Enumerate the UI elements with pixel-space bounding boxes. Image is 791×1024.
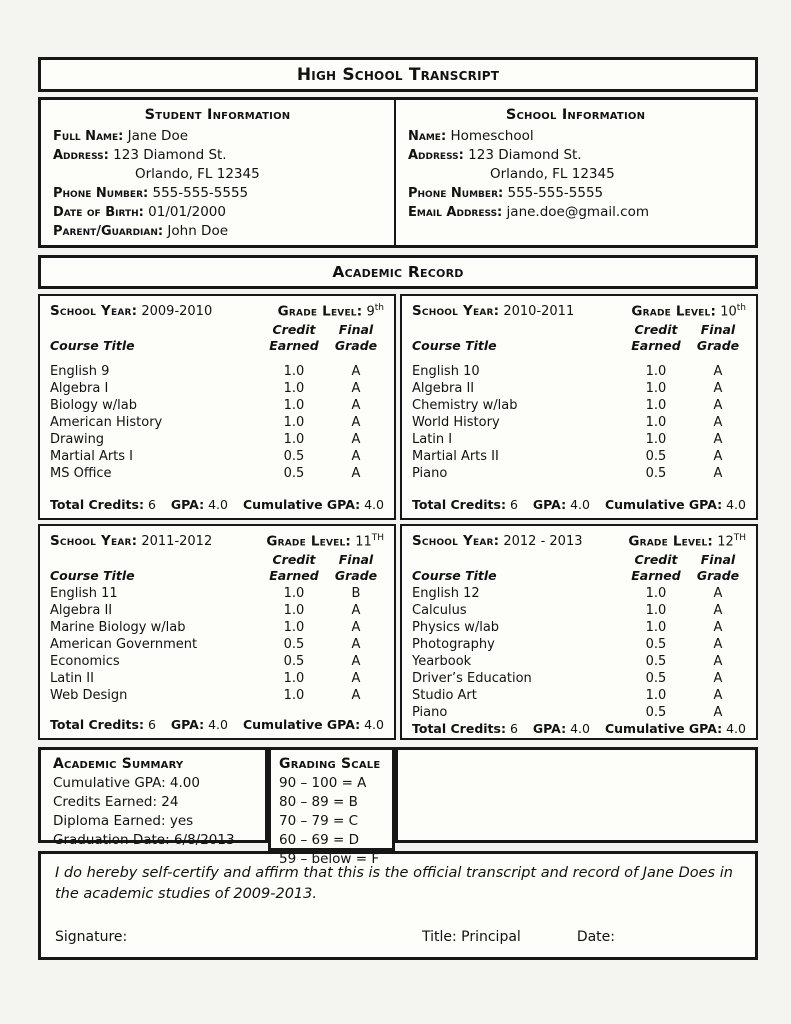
- course-row: Calculus 1.0 A: [412, 603, 723, 619]
- course-row: Drawing 1.0 A: [50, 432, 361, 448]
- dob-label: Date of Birth:: [53, 205, 144, 220]
- student-full-name-row: [53, 127, 382, 146]
- academic-summary-panel: [38, 747, 268, 848]
- page-title: High School Transcript: [296, 64, 500, 85]
- course-row: Algebra II 1.0 A: [50, 603, 361, 619]
- scale-c: 70 – 79 = C: [279, 813, 359, 829]
- student-phone-row: [53, 184, 382, 203]
- summary-section: [38, 747, 758, 867]
- school-phone-row: [408, 184, 743, 203]
- address-value: 123 Diamond St.: [113, 147, 227, 163]
- course-row: Piano 0.5 A: [412, 466, 723, 482]
- course-row: American History 1.0 A: [50, 415, 361, 431]
- credit-header-line1: Credit: [272, 322, 316, 338]
- school-email-value: jane.doe@gmail.com: [506, 204, 649, 220]
- academic-summary-header: Academic Summary: [53, 756, 184, 772]
- term2-column-headers: Credit Final Course Title Earned Grade: [50, 552, 378, 584]
- course-row: English 12 1.0 A: [412, 586, 723, 602]
- course-row: Piano 0.5 A: [412, 705, 723, 721]
- course-row: English 9 1.0 A: [50, 364, 361, 380]
- guardian-value: John Doe: [167, 223, 229, 239]
- credit-header-line2: Earned: [269, 338, 319, 354]
- term0-header: [50, 303, 384, 319]
- term0-column-headers: [50, 322, 384, 354]
- school-name-value: Homeschool: [450, 128, 534, 144]
- course-row: Algebra I 1.0 A: [50, 381, 361, 397]
- school-name-row: [408, 127, 743, 146]
- course-row: Martial Arts II 0.5 A: [412, 449, 723, 465]
- guardian-label: Parent/Guardian:: [53, 224, 164, 239]
- school-email-label: Email Address:: [408, 205, 503, 220]
- term0-course-list: [50, 363, 384, 482]
- school-phone-value: 555-555-5555: [507, 185, 604, 201]
- course-row: Photography 0.5 A: [412, 637, 723, 653]
- title-value: Principal: [461, 929, 521, 945]
- student-guardian-row: [53, 222, 382, 241]
- full-name-label: Full Name:: [53, 129, 124, 144]
- school-address-value: 123 Diamond St.: [468, 147, 582, 163]
- phone-label: Phone Number:: [53, 186, 149, 201]
- grade-level-suffix: th: [736, 303, 746, 313]
- course-row: Marine Biology w/lab 1.0 A: [50, 620, 361, 636]
- school-phone-label: Phone Number:: [408, 186, 504, 201]
- student-dob-row: [53, 203, 382, 222]
- course-row: Driver’s Education 0.5 A: [412, 671, 723, 687]
- final-header-line2: Grade: [334, 338, 378, 354]
- school-year-label: School Year:: [412, 303, 500, 320]
- term2-course-list: [50, 585, 384, 704]
- school-information-panel: [396, 100, 755, 245]
- academic-record-grid: [38, 294, 758, 740]
- school-year-value: 2009-2010: [141, 304, 213, 320]
- term-2012-2013: [400, 524, 758, 740]
- course-row: Economics 0.5 A: [50, 654, 361, 670]
- summary-graduation-date: Graduation Date: 6/8/2013: [53, 832, 235, 848]
- course-row: English 11 1.0 B: [50, 586, 361, 602]
- course-row: Martial Arts I 0.5 A: [50, 449, 361, 465]
- course-row: Latin I 1.0 A: [412, 432, 723, 448]
- summary-diploma-earned: Diploma Earned: yes: [53, 813, 194, 829]
- term3-header: School Year: 2012 - 2013 Grade Level: 12TH: [412, 533, 746, 550]
- address-label: Address:: [53, 148, 109, 163]
- course-row: American Government 0.5 A: [50, 637, 361, 653]
- grade-level-value: 9: [366, 304, 375, 320]
- scale-b: 80 – 89 = B: [279, 794, 358, 810]
- summary-credits-earned: Credits Earned: 24: [53, 794, 179, 810]
- course-row: Algebra II 1.0 A: [412, 381, 723, 397]
- grade-level-suffix: th: [374, 303, 384, 313]
- student-info-header: Student Information: [144, 107, 291, 123]
- grade-level-label: Grade Level:: [277, 303, 363, 320]
- document-title-box: [38, 57, 758, 92]
- school-year-value: 2010-2011: [503, 304, 575, 320]
- term1-totals: Total Credits: 6 GPA: 4.0 Cumulative GPA: 4.0: [412, 497, 746, 512]
- certification-statement: I do hereby self-certify and affirm that this is the official transcript and record of Jane Does in the academic studies of 2009-2013.: [55, 865, 733, 902]
- title-label: Title:: [421, 929, 457, 945]
- course-row: Yearbook 0.5 A: [412, 654, 723, 670]
- academic-record-banner: [38, 255, 758, 289]
- course-row: Physics w/lab 1.0 A: [412, 620, 723, 636]
- school-address-line2: Orlando, FL 12345: [490, 166, 615, 182]
- school-name-label: Name:: [408, 129, 447, 144]
- course-row: English 10 1.0 A: [412, 364, 723, 380]
- course-row: Studio Art 1.0 A: [412, 688, 723, 704]
- term1-header: [412, 303, 746, 319]
- dob-value: 01/01/2000: [148, 204, 226, 220]
- scale-d: 60 – 69 = D: [279, 832, 359, 848]
- grade-level-value: 10: [720, 304, 737, 320]
- info-section: [38, 97, 758, 248]
- course-row: Chemistry w/lab 1.0 A: [412, 398, 723, 414]
- school-email-row: [408, 203, 743, 222]
- term2-totals: Total Credits: 6 GPA: 4.0 Cumulative GPA: 4.0: [50, 717, 384, 732]
- final-header-line1: Final: [338, 322, 374, 338]
- academic-record-title: Academic Record: [332, 263, 464, 281]
- school-address-label: Address:: [408, 148, 464, 163]
- grading-scale-header: Grading Scale: [279, 756, 381, 772]
- summary-empty-cell: [395, 747, 758, 843]
- term3-totals: Total Credits: 6 GPA: 4.0 Cumulative GPA: 4.0: [412, 721, 746, 737]
- transcript-document: [38, 57, 758, 960]
- scale-a: 90 – 100 = A: [279, 775, 367, 791]
- course-row: Web Design 1.0 A: [50, 688, 361, 704]
- certification-section: [38, 851, 758, 960]
- term1-course-list: [412, 363, 746, 482]
- student-information-panel: [41, 100, 396, 245]
- address-line2: Orlando, FL 12345: [135, 166, 260, 182]
- course-row: Latin II 1.0 A: [50, 671, 361, 687]
- term1-column-headers: Credit Final Course Title Earned Grade: [412, 322, 740, 354]
- date-label: Date:: [576, 929, 615, 945]
- school-year-label: School Year:: [50, 303, 138, 320]
- term3-course-list: [412, 585, 746, 721]
- term2-header: School Year: 2011-2012 Grade Level: 11TH: [50, 533, 384, 550]
- grade-level-label: Grade Level:: [631, 303, 717, 320]
- phone-value: 555-555-5555: [152, 185, 249, 201]
- term-2011-2012: [38, 524, 396, 740]
- term-2010-2011: [400, 294, 758, 520]
- course-row: Biology w/lab 1.0 A: [50, 398, 361, 414]
- summary-cumulative-gpa: Cumulative GPA: 4.00: [53, 775, 200, 791]
- term-2009-2010: [38, 294, 396, 520]
- course-row: World History 1.0 A: [412, 415, 723, 431]
- school-address-row: [408, 146, 743, 184]
- signature-label: Signature:: [55, 929, 128, 945]
- term3-column-headers: Credit Final Course Title Earned Grade: [412, 552, 740, 584]
- course-row: MS Office 0.5 A: [50, 466, 361, 482]
- grading-scale-panel: [268, 747, 395, 867]
- scale-f: 59 – below = F: [279, 851, 380, 867]
- course-title-header: Course Title: [50, 338, 135, 354]
- full-name-value: Jane Doe: [127, 128, 189, 144]
- term0-totals: Total Credits: 6 GPA: 4.0 Cumulative GPA: 4.0: [50, 497, 384, 512]
- student-address-row: [53, 146, 382, 184]
- signature-row: [55, 929, 741, 945]
- school-info-header: School Information: [505, 107, 646, 123]
